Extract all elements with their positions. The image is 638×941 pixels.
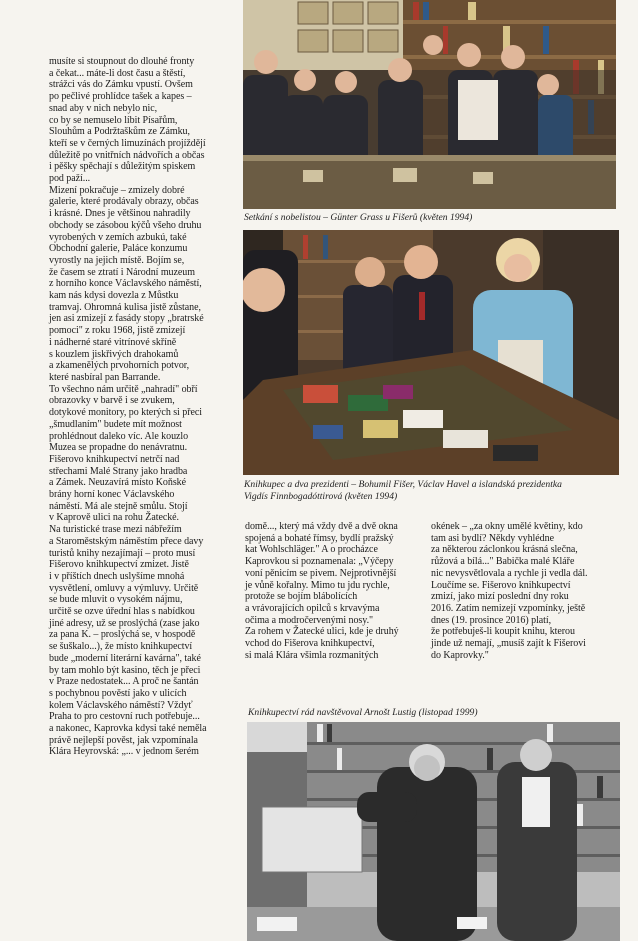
caption-photo-1: Setkání s nobelistou – Günter Grass u Fišerů (květen 1994) <box>244 212 473 223</box>
photo-gunter-grass <box>243 0 616 209</box>
photo-arnost-lustig <box>247 722 620 941</box>
caption-photo-2: Knihkupec a dva prezidenti – Bohumil Fišer, Václav Havel a islandská prezidentka Vigdís Finnbogadóttirová (květen 1994) <box>244 479 562 502</box>
caption-photo-3: Knihkupectví rád navštěvoval Arnošt Lustig (listopad 1999) <box>248 707 478 718</box>
photo-presidents <box>243 230 619 475</box>
article-column-right: okének – „za okny umělé květiny, kdo tam asi bydlí? Někdy vyhlédne za některou záclonkou krásná slečna, růžová a bílá..." Babička malé Kláře nic nevysvětlovala a rychle ji vedla dál. Loučíme se. Fišerovo knihkupectví zmizí, jako mizí poslední dny roku 2016. Zatím nemizejí vzpomínky, ještě dnes (19. prosince 2016) platí, že potřebuješ-li koupit knihu, kterou jinde už nemají, „musíš zajít k Fišerovi do Kaprovky." <box>431 521 588 661</box>
article-column-left: musíte si stoupnout do dlouhé fronty a čekat... máte-li dost času a štěstí, strážci vás do Zámku vpustí. Ovšem po pečlivé prohlídce tašek a kapes – snad aby v nich nebylo nic, co by se nemuselo líbit Písařům, Slouhům a Podržtaškům ze Zámku, kteří se v černých limuzínách projíždějí důležitě po vnitřních nádvořích a občas i pěšky spěchají s důležitým spiskem pod paží... Mizení pokračuje – zmizely dobré galerie, které prodávaly obrazy, občas i krásné. Dnes je většinou nahradily obchody se zásobou kýčů všeho druhu vyrobených v zemích azbukú, také Obchodní galerie, Paláce konzumu vyrostly na jejich místě. Bojím se, že časem se ztratí i Národní muzeum z horního konce Václavského náměstí, kam nás kdysi dovezla z Můstku tramvaj. Ohromná kulisa jistě zůstane, jen asi zmizejí z fasády stopy „bratrské pomoci" z roku 1968, jistě zmizejí i nádherné staré vitrínové skříně s kouzlem jiskřivých drahokamů a zkamenělých prvohorních potvor, které nasbíral pan Barrande. To všechno nám určitě „nahradí" obří obrazovky v barvě i se zvukem, dotykové monitory, po kterých si přeci „šmudlaním" budete mít možnost prohlédnout daleko víc. Ale kouzlo Muzea se propadne do nenávratnu. Fišerovo knihkupectví netrčí nad střechami Malé Strany jako hradba a Zámek. Neuzavírá místo Koňské brány horní konec Václavského náměstí. Má ale stejně smůlu. Stojí v Kaprově ulici na rohu Žatecké. Na turistické trase mezi nábřežím a Staroměstským náměstím přece davy turistů knihy nezajímají – proto musí Fišerovo knihkupectví zmizet. Jistě i v příštích dnech uslyšíme mnohá vysvětlení, omluvy a výmluvy. Určitě se bude mluvit o vysokém nájmu, určitě se ozve úřední hlas s nabídkou jiné adresy, už se proslýchá (zase jako za pana K. – proslýchá se, v hospodě se šuškalo...), že místo knihkupectví bude „moderní literární kavárna", také by tam mohlo být kasino, těch je přeci v Praze nedostatek... A proč ne šantán s pochybnou pověstí jako v ulicích kolem Václavského náměstí? Vždyť Praha to pro cestovní ruch potřebuje... a nakonec, Kaprovka kdysi také neměla právě nejlepší pověst, jak vzpomínala Klára Heyrovská: „... v jednom šerém <box>49 56 207 758</box>
article-column-middle: domě..., který má vždy dvě a dvě okna spojená a bohaté římsy, bydlí pražský kat Wohlschläger." A o procházce Kaprovkou si poznamenala: „Výčepy voní pěnicím se pivem. Nejprotivnější je vůně kořalny. Mimo tu jdu rychle, protože se bojím blábolících a vrávorajících opilců s krvavýma očima a modročervenými nosy." Za rohem v Žatecké ulici, kde je druhý vchod do Fišerova knihkupectví, si malá Klára všimla rozmanitých <box>245 521 399 661</box>
